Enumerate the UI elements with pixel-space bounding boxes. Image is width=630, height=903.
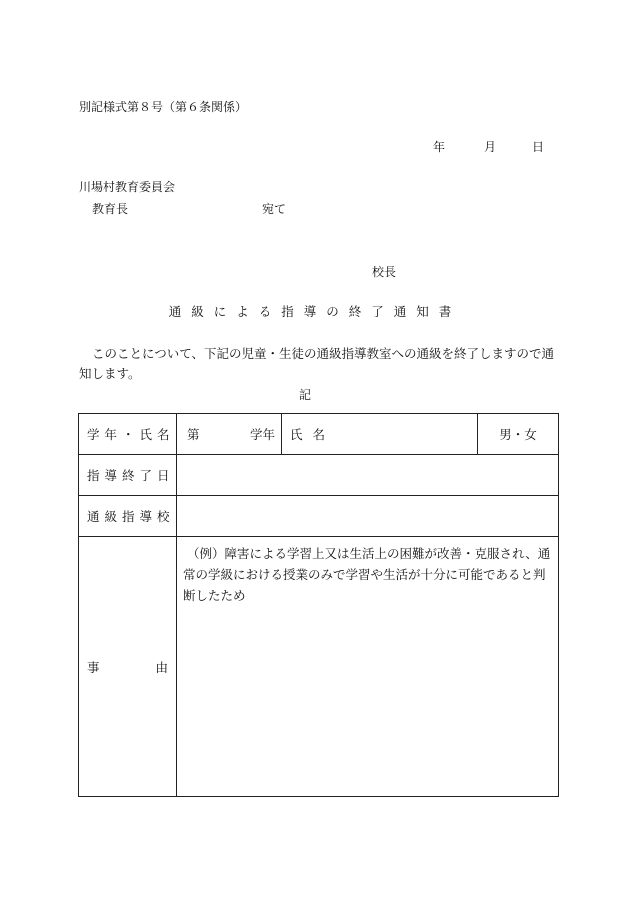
end-date-label: 指導終了日 (79, 455, 177, 496)
ki-heading: 記 (298, 388, 311, 402)
date-day-label: 日 (532, 140, 545, 154)
date-month-label: 月 (484, 140, 497, 154)
reason-field[interactable]: （例）障害による学習上又は生活上の困難が改善・克服され、通常の学級における授業のみで学習や生活が十分に可能であると判断したため (177, 537, 559, 797)
form-label: 別記様式第８号（第６条関係） (79, 100, 248, 114)
reason-label (79, 537, 177, 797)
name-field[interactable] (282, 414, 478, 455)
sender-principal: 校長 (372, 265, 397, 279)
recipient-title: 教育長 (92, 202, 129, 216)
table-row-school (79, 496, 559, 537)
document-body: このことについて、下記の児童・生徒の通級指導教室への通級を終了しますので通知します。 (79, 346, 555, 381)
recipient-organization: 川場村教育委員会 (79, 180, 176, 194)
reason-label-left: 事 (87, 659, 100, 675)
name-label: 氏名 (290, 427, 336, 442)
document-title: 通級による指導の終了通知書 (168, 304, 462, 319)
reason-label-right: 由 (155, 659, 168, 675)
grade-name-label: 学年・氏名 (79, 414, 177, 455)
grade-prefix: 第 (187, 427, 200, 442)
notice-table (78, 413, 559, 797)
table-row-grade-name (79, 414, 559, 455)
date-year-label: 年 (433, 140, 446, 154)
gender-field[interactable]: 男・女 (478, 414, 559, 455)
school-label: 通級指導校 (79, 496, 177, 537)
grade-field[interactable] (177, 414, 282, 455)
recipient-suffix: 宛て (262, 202, 287, 216)
table-row-reason (79, 537, 559, 797)
school-field[interactable] (177, 496, 559, 537)
end-date-field[interactable] (177, 455, 559, 496)
grade-suffix: 学年 (249, 427, 275, 442)
table-row-end-date (79, 455, 559, 496)
